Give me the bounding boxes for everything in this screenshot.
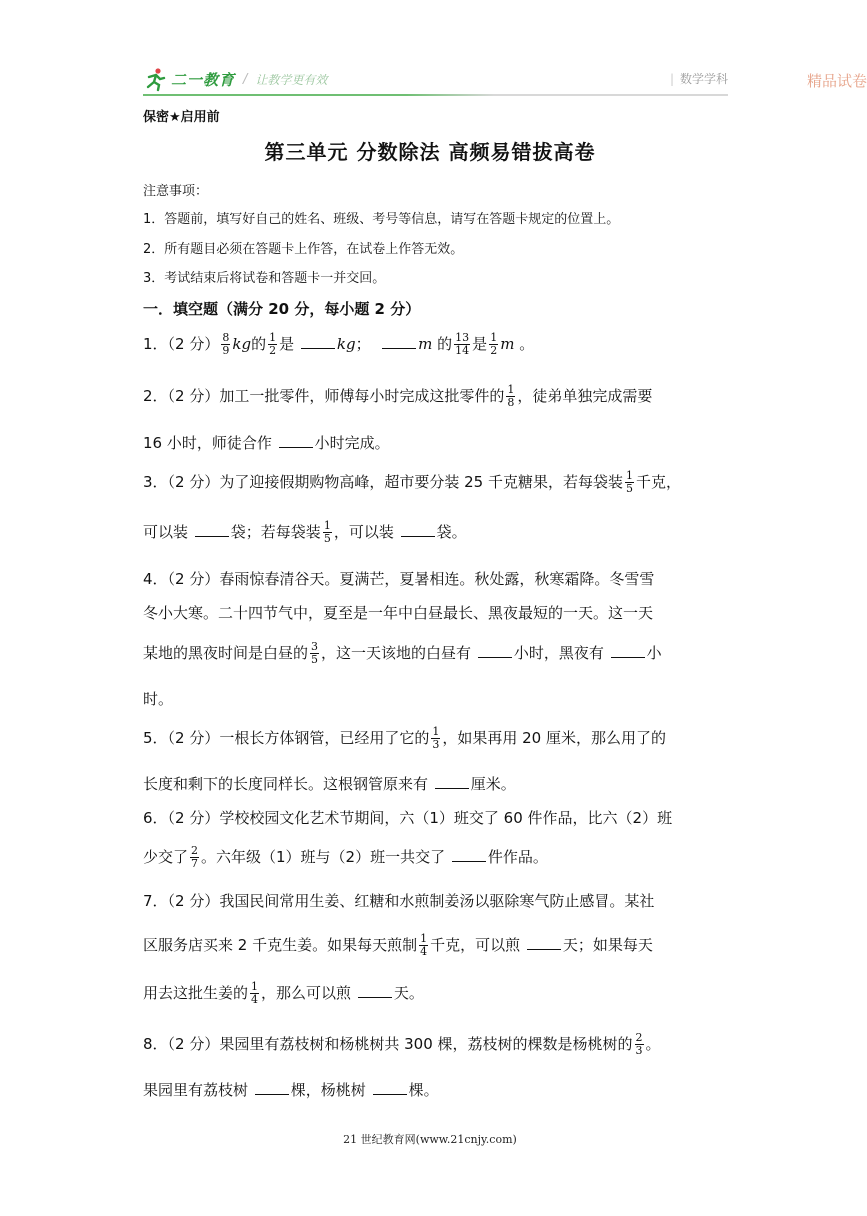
brand-separator: / <box>243 71 248 87</box>
fraction: $\frac{1}{5}$ <box>323 519 331 545</box>
page-title: 第三单元 分数除法 高频易错拔高卷 <box>264 140 596 164</box>
runner-logo-icon <box>143 67 167 91</box>
fraction: $\frac{8}{9}$ <box>222 331 230 357</box>
brand-logo <box>143 66 327 92</box>
confidential-label: 保密★启用前 <box>143 110 220 125</box>
question-5: 5．（2 分）一根长方体钢管，已经用了它的 $\frac{1}{3}$ ，如果再用 20 厘米，那么用了的 <box>143 725 666 751</box>
question-4-line-4: 时。 <box>143 690 174 708</box>
answer-blank[interactable] <box>527 935 561 950</box>
header-label: 精品试卷 <box>806 72 867 90</box>
answer-blank[interactable] <box>382 334 416 349</box>
question-7: 7．（2 分）我国民间常用生姜、红糖和水煎制姜汤以驱除寒气防止感冒。某社 <box>143 892 655 910</box>
answer-blank[interactable] <box>358 983 392 998</box>
page-header <box>143 66 867 96</box>
fraction: $\frac{3}{5}$ <box>311 640 319 666</box>
answer-blank[interactable] <box>301 334 335 349</box>
section-heading: 一．填空题（满分 20 分，每小题 2 分） <box>143 300 421 318</box>
fraction: $\frac{1}{4}$ <box>420 932 428 958</box>
note-item: 1．答题前，填写好自己的姓名、班级、考号等信息，请写在答题卡规定的位置上。 <box>143 212 620 227</box>
note-item: 2．所有题目必须在答题卡上作答，在试卷上作答无效。 <box>143 242 464 257</box>
header-subject: 数学学科 <box>679 72 728 86</box>
notes-title: 注意事项： <box>143 184 209 199</box>
question-6-line-2: 少交了 $\frac{2}{7}$ 。六年级（1）班与（2）班一共交了 件作品。 <box>143 844 548 870</box>
fraction: $\frac{1}{4}$ <box>251 980 259 1006</box>
question-4-line-2: 冬小大寒。二十四节气中，夏至是一年中白昼最长、黑夜最短的一天。这一天 <box>143 604 654 622</box>
fraction: $\frac{2}{3}$ <box>635 1031 643 1057</box>
header-divider: | <box>669 72 674 86</box>
fraction: $\frac{1}{5}$ <box>625 469 633 495</box>
fraction: $\frac{1}{3}$ <box>432 725 440 751</box>
question-6: 6．（2 分）学校校园文化艺术节期间，六（1）班交了 60 件作品，比六（2）班 <box>143 809 673 827</box>
fraction: $\frac{1}{8}$ <box>507 383 515 409</box>
answer-blank[interactable] <box>478 643 512 658</box>
question-3-line-2: 可以装 袋；若每袋装 $\frac{1}{5}$ ，可以装 袋。 <box>143 519 467 545</box>
page-footer: 21 世纪教育网(www.21cnjy.com) <box>343 1133 517 1146</box>
fraction: $\frac{13}{14}$ <box>455 331 470 357</box>
answer-blank[interactable] <box>195 522 229 537</box>
answer-blank[interactable] <box>255 1080 289 1095</box>
answer-blank[interactable] <box>611 643 645 658</box>
q1-prefix: 1．（2 分） <box>143 335 220 353</box>
header-rule <box>143 94 728 96</box>
fraction: $\frac{2}{7}$ <box>191 844 199 870</box>
question-8: 8．（2 分）果园里有荔枝树和杨桃树共 300 棵，荔枝树的棵数是杨桃树的 $\frac{2}{3}$ 。 <box>143 1031 661 1057</box>
answer-blank[interactable] <box>373 1080 407 1095</box>
answer-blank[interactable] <box>401 522 435 537</box>
question-3: 3．（2 分）为了迎接假期购物高峰，超市要分装 25 千克糖果，若每袋装 $\frac{1}{5}$ 千克， <box>143 469 681 495</box>
question-4-line-3: 某地的黑夜时间是白昼的 $\frac{3}{5}$ ，这一天该地的白昼有 小时，黑夜有 小 <box>143 640 662 666</box>
fraction: $\frac{1}{2}$ <box>269 331 277 357</box>
answer-blank[interactable] <box>435 774 469 789</box>
question-5-line-2: 长度和剩下的长度同样长。这根钢管原来有 厘米。 <box>143 775 516 793</box>
question-2-line-2: 16 小时，师徒合作 小时完成。 <box>143 434 390 452</box>
question-7-line-3: 用去这批生姜的 $\frac{1}{4}$ ，那么可以煎 天。 <box>143 980 424 1006</box>
header-right <box>664 70 867 90</box>
question-8-line-2: 果园里有荔枝树 棵，杨桃树 棵。 <box>143 1081 439 1099</box>
question-4: 4．（2 分）春雨惊春清谷天。夏满芒，夏暑相连。秋处露，秋寒霜降。冬雪雪 <box>143 570 655 588</box>
answer-blank[interactable] <box>452 847 486 862</box>
fraction: $\frac{1}{2}$ <box>490 331 498 357</box>
note-item: 3．考试结束后将试卷和答题卡一并交回。 <box>143 271 386 286</box>
unit: kg <box>232 335 252 353</box>
question-2: 2．（2 分）加工一批零件，师傅每小时完成这批零件的 $\frac{1}{8}$ ，徒弟单独完成需要 <box>143 383 653 409</box>
question-1: 1．（2 分） $\frac{8}{9}$ kg的 $\frac{1}{2}$ 是 kg； m 的 $\frac{13}{14}$ 是 $\frac{1}{2}$ m 。 <box>143 331 535 357</box>
brand-slogan: 让教学更有效 <box>255 72 328 87</box>
question-7-line-2: 区服务店买来 2 千克生姜。如果每天煎制 $\frac{1}{4}$ 千克，可以煎 天；如果每天 <box>143 932 653 958</box>
answer-blank[interactable] <box>279 433 313 448</box>
brand-name: 二一教育 <box>171 70 236 89</box>
